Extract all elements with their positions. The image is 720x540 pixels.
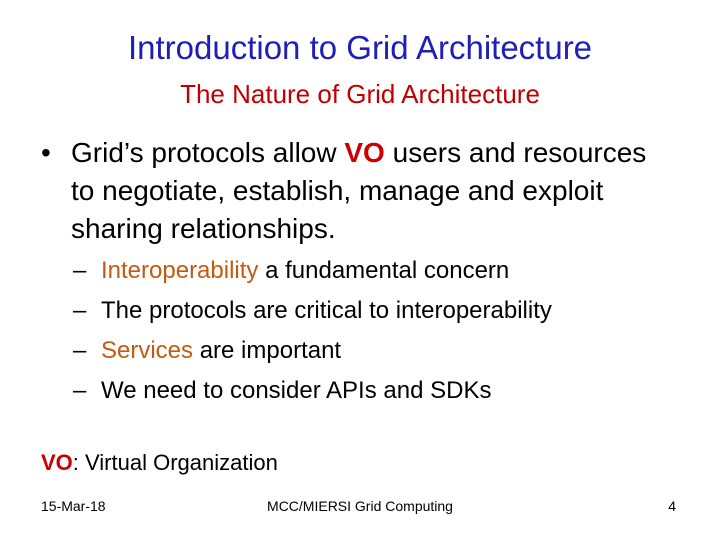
sub-bullet-text: a fundamental concern	[258, 257, 510, 284]
footnote	[41, 449, 641, 477]
footer-course: MCC/MIERSI Grid Computing	[267, 498, 453, 514]
sub-bullet-protocols	[73, 296, 552, 326]
bullet-mark: •	[41, 137, 51, 168]
sub-bullet-services	[73, 336, 341, 366]
sub-bullet-text: We need to consider APIs and SDKs	[101, 377, 492, 404]
dash-mark: –	[73, 297, 87, 324]
footer-date: 15-Mar-18	[41, 498, 106, 514]
sub-bullet-text: are important	[193, 337, 342, 364]
bullet-text-after: users and resources to negotiate, establish, manage and exploit sharing relationships.	[71, 137, 647, 244]
sub-bullet-highlight: Services	[101, 337, 194, 364]
sub-bullet-text: The protocols are critical to interoperability	[101, 297, 552, 324]
dash-mark: –	[73, 257, 87, 284]
sub-bullet-apis	[73, 376, 491, 406]
sub-bullet-interoperability	[73, 256, 509, 286]
footnote-definition: : Virtual Organization	[72, 450, 278, 475]
footnote-term: VO	[41, 450, 73, 475]
dash-mark: –	[73, 377, 87, 404]
slide-title: Introduction to Grid Architecture	[127, 29, 593, 66]
vo-highlight: VO	[344, 137, 385, 168]
main-bullet-text	[71, 134, 671, 248]
slide-subtitle: The Nature of Grid Architecture	[180, 79, 540, 109]
bullet-text-before: Grid’s protocols allow	[71, 137, 345, 168]
footer-page-number: 4	[668, 498, 676, 514]
sub-bullet-highlight: Interoperability	[101, 257, 259, 284]
dash-mark: –	[73, 337, 87, 364]
